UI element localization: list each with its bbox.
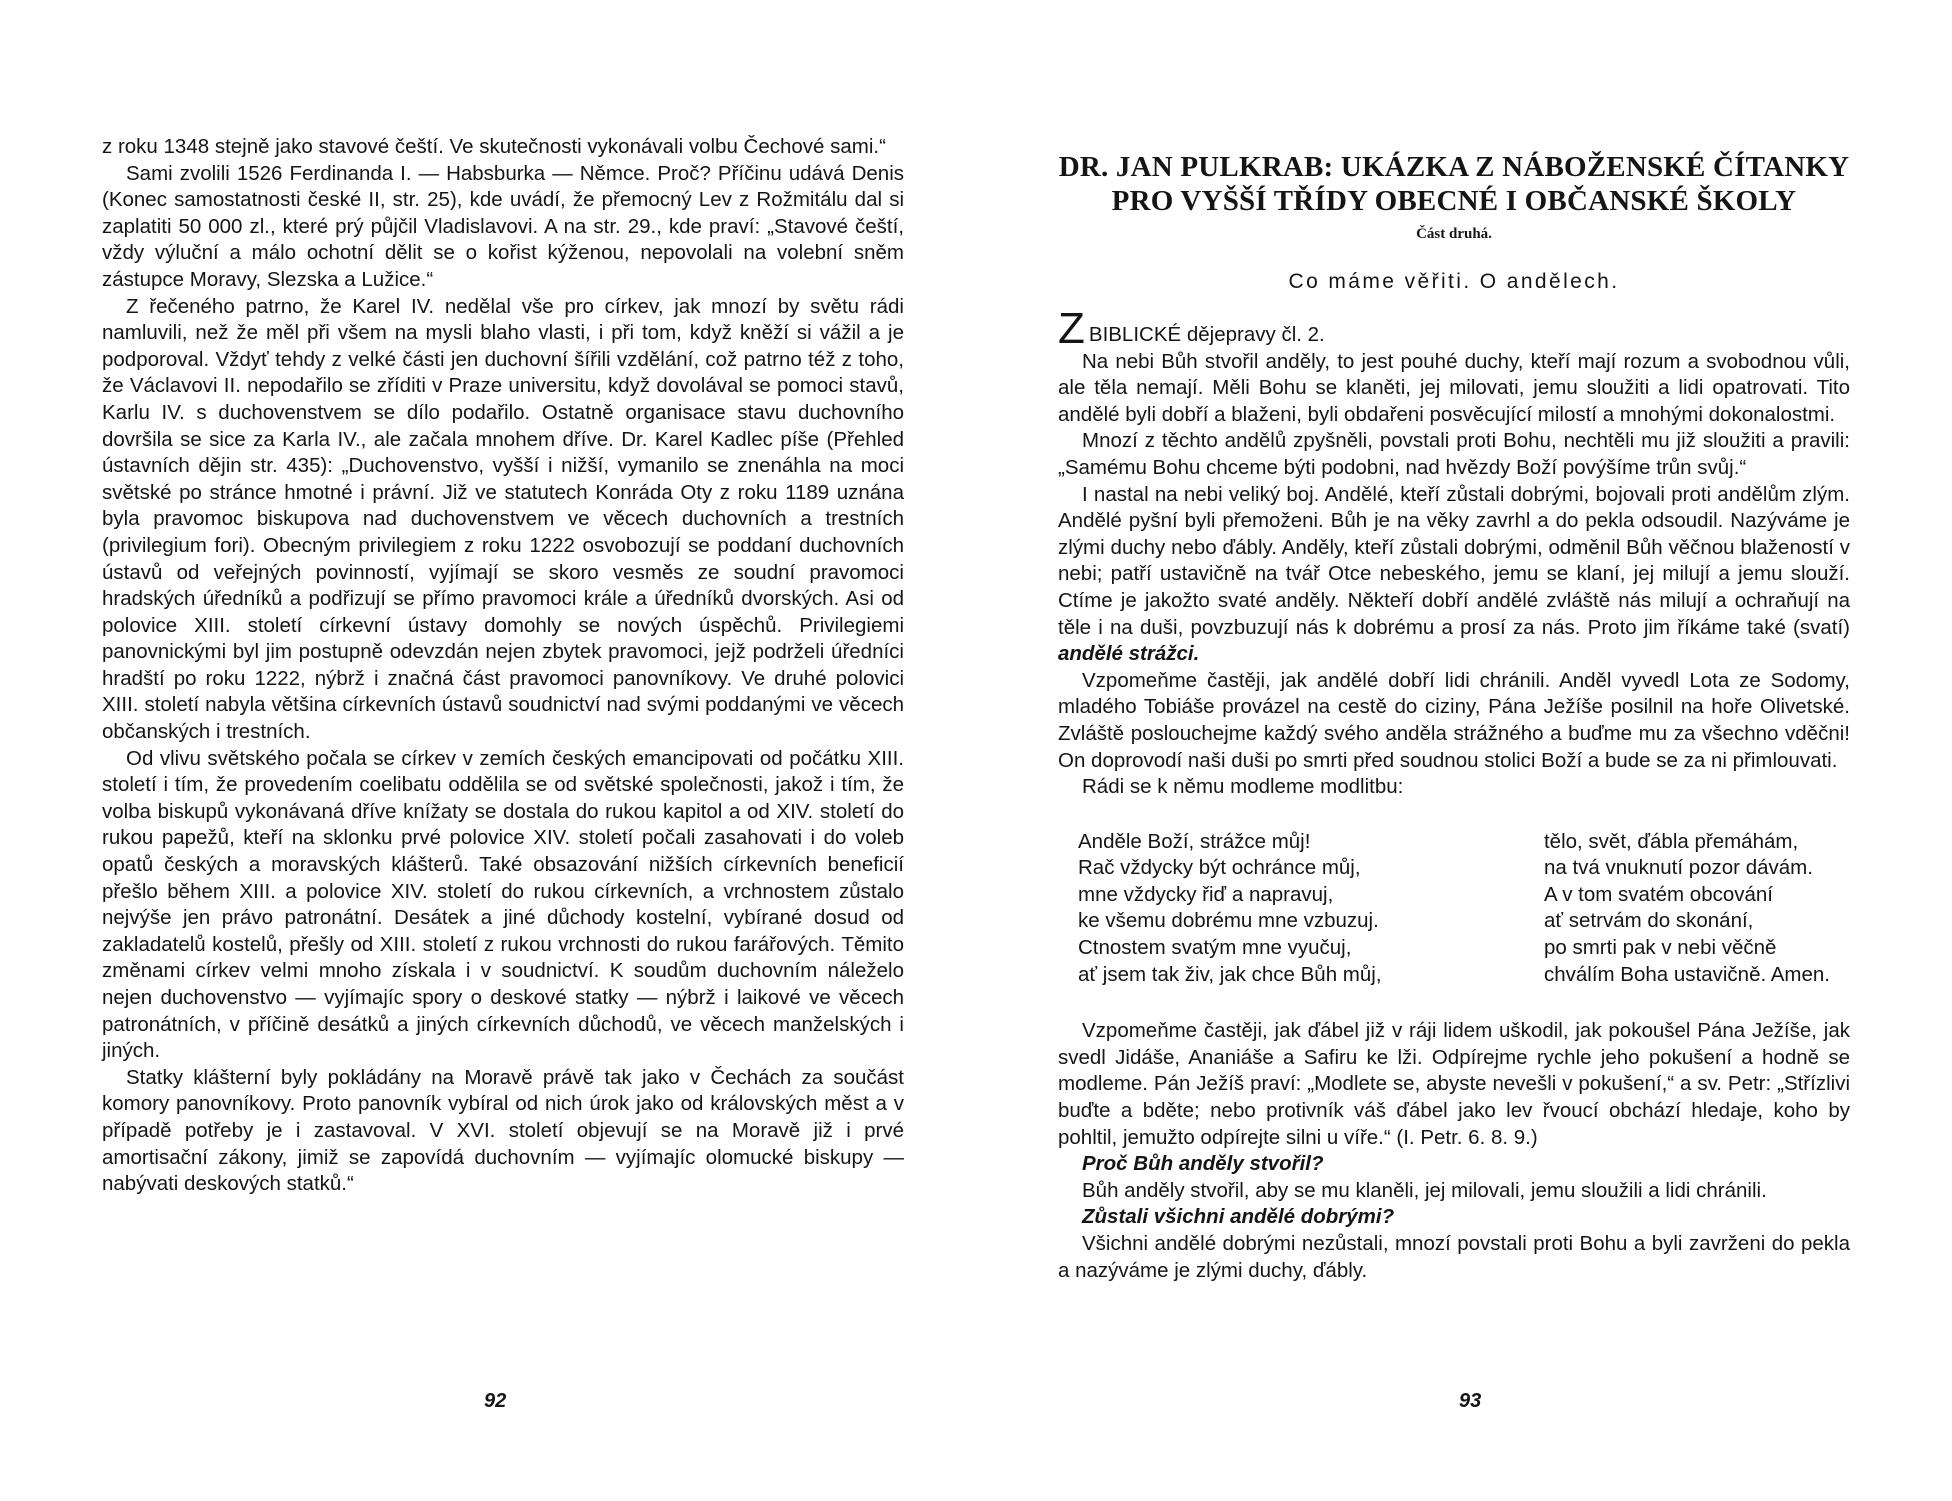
poem-line: ať jsem tak živ, jak chce Bůh můj, [1078, 962, 1382, 986]
poem-line: po smrti pak v nebi věčně [1543, 936, 1777, 960]
question: Zůstali všichni andělé dobrými? [1082, 1205, 1395, 1229]
section-heading: Co máme věřiti. O andělech. [1288, 270, 1620, 293]
paragraph: Z řečeného patrno, že Karel IV. nedělal vše pro církev, jak mnozí by světu rádi namluvili, než že měl při všem na mysli blaho vlasti, i při tom, když kněží si vážil a je podporoval. Vždyť tehdy z velké části jen duchovní šířili vzdělání, což patrno též z toho, že Václavovi II. nepodařilo se zříditi v Praze universitu, když dovolával se pomoci stavů, Karlu IV. s duchovenstvem se dílo podařilo. Ostatně organisace stavu duchovního dovršila se sice za Karla IV., ale začala mnohem dříve. Dr. Karel Kadlec píše (Přehled ústavních dějin str. 435): „Duchovenstvo, vyšší i nižší, vymanilo se znenáhla na moci světské po stránce hmotné i právní. Již ve statutech Konráda Oty z roku 1189 uznána byla pravomoc biskupova nad duchovenstvem ve věcech duchovních a trestních (privilegium fori). Obecným privilegiem z roku 1222 osvobozují se poddaní duchovních ústavů od veřejných povinností, vyjímají se skoro vesměs ze soudní pravomoci hradských úředníků a podřizují se přímo pravomoci krále a úředníků dvorských. Asi od polovice XIII. století církevní ústavy domohly se nových úspěchů. Privilegiemi panovnickými byl jim postupně odevzdán nejen zbytek pravomoci, jejž podrželi úředníci hradští po roku 1222, nýbrž i značná část pravomoci panovníkovy. Ve druhé polovici XIII. století nabyla většina církevních ústavů soudnictví nad svými poddanými ve věcech občanských i trestních. [102, 294, 904, 744]
poem-line: A v tom svatém obcování [1543, 882, 1774, 906]
right-page [976, 0, 1952, 1501]
poem-line: ke všemu dobrému mne vzbuzuj. [1078, 909, 1379, 933]
prayer-poem [1078, 829, 1830, 989]
paragraph [1058, 482, 1850, 668]
paragraph-text: I nastal na nebi veliký boj. Andělé, kteří zůstali dobrými, bojovali proti andělům zlým. Andělé pyšní byli přemoženi. Bůh je na věky zavrhl a do pekla odsoudil. Nazýváme je zlými duchy nebo ďábly. Anděly, kteří zůstali dobrými, odměnil Bůh věčnou blažeností v nebi; patří ustavičně na tvář Otce nebeského, jemu se klaní, jej milují a jemu slouží. Ctíme je jakožto svaté anděly. Někteří dobří andělé zvláště nás milují a ochraňují na těle i na duši, povzbuzují nás k dobrému a prosí za nás. Proto jim říkáme také (svatí) [1058, 482, 1850, 639]
right-text-column [1058, 304, 1850, 1284]
page-number: 92 [484, 1390, 507, 1412]
question: Proč Bůh anděly stvořil? [1082, 1152, 1324, 1176]
paragraph: z roku 1348 stejně jako stavové čeští. Ve skutečnosti vykonávali volbu Čechové sami.“ [102, 135, 886, 158]
page-number: 93 [1459, 1390, 1482, 1412]
paragraph: Vzpomeňme častěji, jak andělé dobří lidi chránili. Anděl vyvedl Lota ze Sodomy, mladého Tobiáše provázel na cestě do ciziny, Pána Ježíše posilnil na hoře Olivetské. Zvláště poslouchejme každý svého anděla strážného a buďme mu za všechno vděčni! On doprovodí naši duši po smrti před soudnou stolici Boží a bude se za ni přimlouvati. [1058, 668, 1850, 772]
answer: Bůh anděly stvořil, aby se mu klaněli, jej milovali, jemu sloužili a lidi chránili. [1082, 1178, 1767, 1202]
intro-text: BIBLICKÉ dějepravy čl. 2. [1088, 323, 1325, 346]
paragraph: Sami zvolili 1526 Ferdinanda I. — Habsburka — Němce. Proč? Příčinu udává Denis (Konec samostatnosti české II, str. 25), kde uvádí, že přemocný Lev z Rožmitálu dal si zaplatiti 50 000 zl., které prý půjčil Vladislavovi. A na str. 29., kde praví: „Stavové čeští, vždy výluční a málo ochotní dělit se o kořist kýženou, nepovolali na volební sněm zástupce Moravy, Slezska a Lužice.“ [102, 161, 904, 291]
poem-line: Ctnostem svatým mne vyučuj, [1078, 936, 1352, 960]
paragraph: Rádi se k němu modleme modlitbu: [1082, 775, 1404, 799]
paragraph: Mnozí z těchto andělů zpyšněli, povstali proti Bohu, nechtěli mu již sloužiti a pravili: „Samému Bohu chceme býti podobni, nad hvězdy Boží povýšíme trůn svůj.“ [1058, 429, 1850, 479]
poem-line: tělo, svět, ďábla přemáhám, [1543, 829, 1799, 853]
poem-column-right [1544, 829, 1830, 989]
answer: Všichni andělé dobrými nezůstali, mnozí povstali proti Bohu a byli zavrženi do pekla a nazýváme je zlými duchy, ďábly. [1058, 1232, 1850, 1282]
left-text-column [102, 134, 904, 1198]
poem-line: mne vždycky řiď a napravuj, [1078, 882, 1334, 906]
paragraph: Na nebi Bůh stvořil anděly, to jest pouhé duchy, kteří mají rozum a svobodnou vůli, ale těla nemají. Měli Bohu se klaněti, jej milovati, jemu sloužiti a lidi opatrovati. Tito andělé byli dobří a blaženi, byli obdařeni posvěcující milostí a mnohými dokonalostmi. [1058, 349, 1850, 426]
poem-line: chválím Boha ustavičně. Amen. [1543, 962, 1830, 986]
article-title: DR. JAN PULKRAB: UKÁZKA Z NÁBOŽENSKÉ ČÍTANKY PRO VYŠŠÍ TŘÍDY OBECNÉ I OBČANSKÉ ŠKOLY [1058, 151, 1850, 217]
poem-column-left [1078, 829, 1382, 989]
paragraph: Vzpomeňme častěji, jak ďábel již v ráji lidem uškodil, jak pokoušel Pána Ježíše, jak svedl Jidáše, Ananiáše a Safiru ke lži. Odpírejme rychle jeho pokušení a hodně se modleme. Pán Ježíš praví: „Modlete se, abyste nevešli v pokušení,“ a sv. Petr: „Střízlivi buďte a bděte; nebo protivník váš ďábel jako lev řvoucí obchází hledaje, koho by pohltil, jemužto odpírejte silni u víře.“ (I. Petr. 6. 8. 9.) [1058, 1019, 1850, 1149]
paragraph: Statky klášterní byly pokládány na Moravě právě tak jako v Čechách za součást komory panovníkovy. Proto panovník vybíral od nich úrok jako od královských měst a v případě potřeby je i zastavoval. V XVI. století objevují se na Moravě již i prvé amortisační zákony, jimiž se zapovídá duchovním — vyjímajíc olomucké biskupy — nabývati deskových statků.“ [102, 1065, 904, 1196]
italic-term: andělé strážci. [1058, 642, 1200, 666]
poem-line: ať setrvám do skonání, [1543, 909, 1754, 933]
poem-line: na tvá vnuknutí pozor dávám. [1543, 856, 1813, 880]
poem-line: Rač vždycky být ochránce můj, [1078, 856, 1361, 880]
intro-line [1058, 304, 1850, 353]
article-subtitle: Část druhá. [1416, 226, 1492, 242]
paragraph: Od vlivu světského počala se církev v zemích českých emancipovati od počátku XIII. století i tím, že provedením coelibatu oddělila se od světské společnosti, jakož i tím, že volba biskupů vykonávaná dříve knížaty se dostala do rukou kapitol a od XIV. století do rukou papežů, kteří na sklonku prvé polovice XIV. století počali zasahovati i do voleb opatů českých a moravských klášterů. Také obsazování nižších církevních beneficií přešlo během XIII. a polovice XIV. století do rukou církevních, a vrchnostem zůstalo nejvýše jen právo patronátní. Desátek a jiné důchody kostelní, vybírané dosud od zakladatelů kostelů, přešly od XIII. století z rukou vrchnosti do rukou farářových. Těmito změnami církev velmi mnoho získala i v soudnictví. K soudům duchovním náleželo nejen duchovenstvo — vyjímajíc spory o deskové statky — nýbrž i laikové ve věcech patronátních, v příčině desátků a jiných církevních důchodů, ve věcech manželských i jiných. [102, 746, 904, 1063]
poem-line: Anděle Boží, strážce můj! [1078, 829, 1311, 853]
drop-cap: Z [1058, 304, 1085, 353]
